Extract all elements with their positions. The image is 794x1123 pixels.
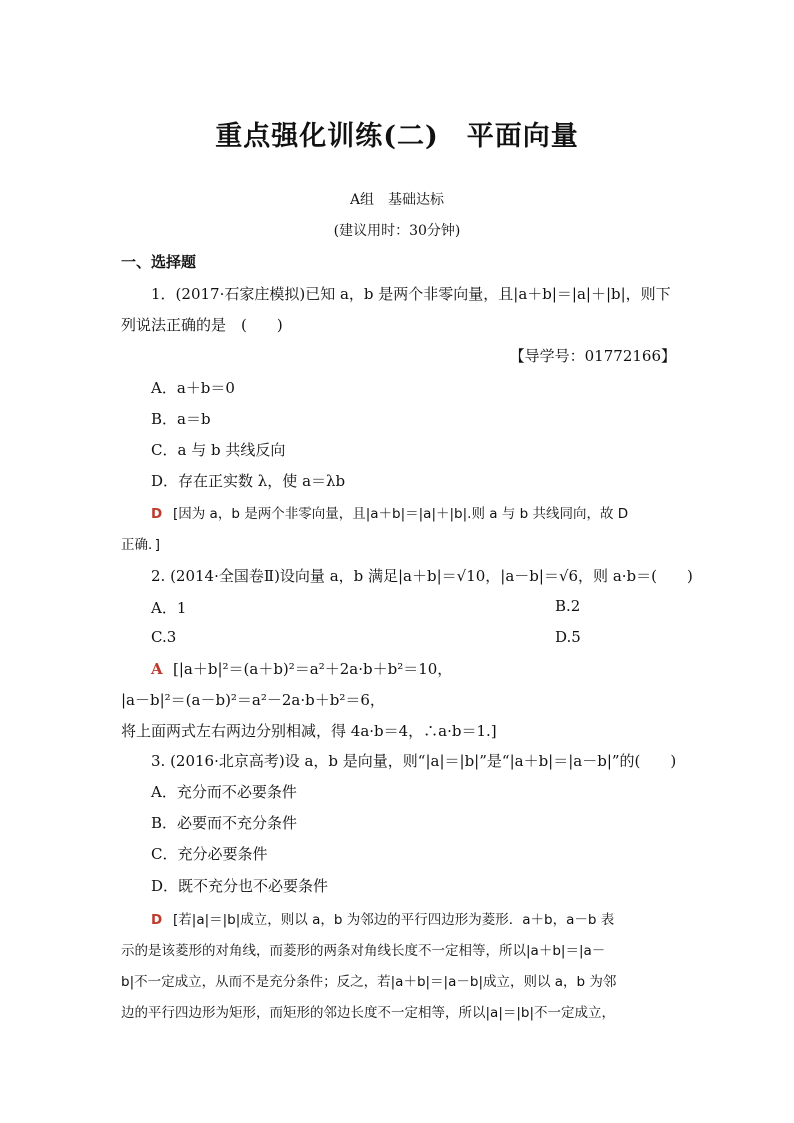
group-heading: A组 基础达标	[349, 192, 445, 208]
q3-explanation-line-2: 示的是该菱形的对角线，而菱形的两条对角线长度不一定相等，所以|a＋b|＝|a－	[121, 943, 606, 959]
q2-option-d: D.5	[555, 628, 581, 646]
q1-explanation-line-1	[151, 502, 676, 522]
q1-option-c: C．a 与 b 共线反向	[151, 441, 286, 459]
q1-explanation-line-2: 正确．]	[121, 537, 161, 553]
q1-option-b: B．a＝b	[151, 410, 211, 428]
q1-stem-line-1: 1．(2017·石家庄模拟)已知 a，b 是两个非零向量，且|a＋b|＝|a|＋|b|，则下	[151, 285, 671, 303]
q1-reference-number: 【导学号：01772166】	[509, 347, 676, 365]
q2-option-row-1	[151, 597, 676, 618]
time-hint: (建议用时：30分钟)	[333, 223, 461, 239]
q2-option-row-2	[151, 628, 676, 646]
q3-explanation-text: [若|a|＝|b|成立，则以 a，b 为邻边的平行四边形为菱形．a＋b，a－b 表	[173, 912, 615, 928]
q1-answer: D	[151, 506, 163, 522]
q1-stem-line-2: 列说法正确的是 ( )	[121, 316, 283, 334]
q1-explanation-text: [因为 a，b 是两个非零向量，且|a＋b|＝|a|＋|b|.则 a 与 b 共线同向，故 D	[173, 506, 629, 522]
q1-option-d: D．存在正实数 λ，使 a＝λb	[151, 472, 346, 490]
q2-stem: 2. (2014·全国卷Ⅱ)设向量 a，b 满足|a＋b|＝√10，|a－b|＝√6，则 a·b＝( )	[151, 567, 693, 585]
q2-option-b: B.2	[555, 597, 581, 615]
q2-explanation-line-1	[151, 658, 676, 679]
q3-option-d: D．既不充分也不必要条件	[151, 877, 329, 895]
q3-explanation-line-4: 边的平行四边形为矩形，而矩形的邻边长度不一定相等，所以|a|＝|b|不一定成立，	[121, 1005, 616, 1021]
q2-option-a: A．1	[151, 599, 187, 617]
q2-explanation-text: [|a＋b|²＝(a＋b)²＝a²＋2a·b＋b²＝10，	[173, 660, 453, 678]
q2-option-c: C.3	[151, 628, 177, 646]
section-heading: 一、选择题	[121, 253, 197, 271]
q3-option-c: C．充分必要条件	[151, 845, 268, 863]
q1-option-a: A．a＋b＝0	[151, 379, 235, 397]
q3-option-a: A．充分而不必要条件	[151, 783, 297, 801]
q2-explanation-line-2: |a－b|²＝(a－b)²＝a²－2a·b＋b²＝6，	[121, 691, 385, 709]
q3-explanation-line-1	[151, 908, 676, 928]
q3-stem: 3. (2016·北京高考)设 a，b 是向量，则“|a|＝|b|”是“|a＋b|＝|a－b|”的( )	[151, 752, 677, 770]
q3-option-b: B．必要而不充分条件	[151, 814, 298, 832]
q2-explanation-line-3: 将上面两式左右两边分别相减，得 4a·b＝4，∴a·b＝1.]	[121, 722, 497, 740]
q2-answer: A	[151, 660, 163, 678]
page-title: 重点强化训练(二) 平面向量	[215, 121, 579, 152]
q3-answer: D	[151, 912, 163, 928]
q3-explanation-line-3: b|不一定成立，从而不是充分条件；反之，若|a＋b|＝|a－b|成立，则以 a，b 为邻	[121, 974, 617, 990]
